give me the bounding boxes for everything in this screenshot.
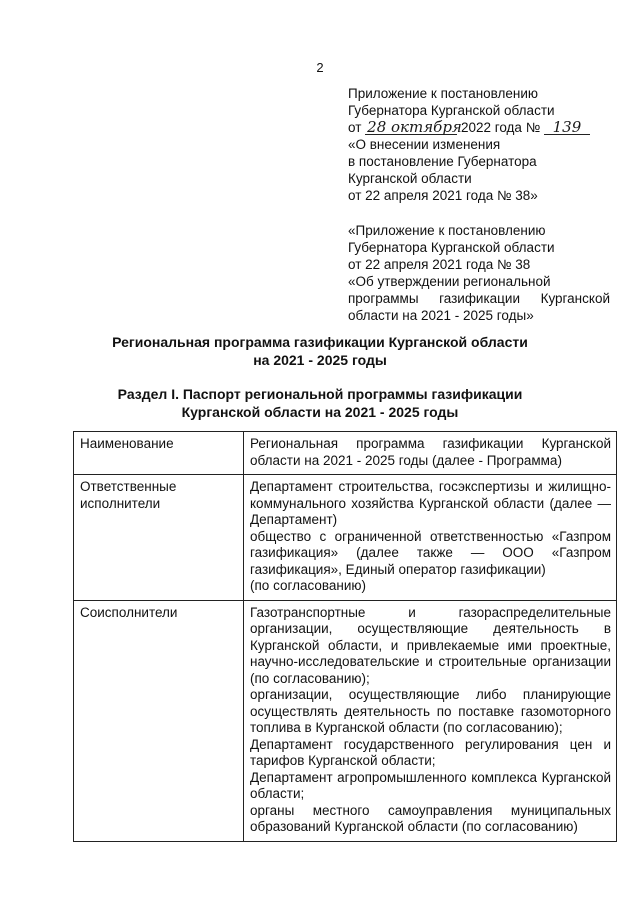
date-prefix: от [348, 120, 362, 135]
appendix-line: от 22 апреля 2021 года № 38 [348, 257, 531, 272]
appendix-line: в постановление Губернатора [348, 154, 537, 169]
section-title [0, 385, 640, 421]
content-paragraph: органы местного самоуправления муниципальных образований Курганской области (по согласованию) [250, 802, 611, 834]
section-line: Раздел I. Паспорт региональной программы газификации [117, 386, 523, 402]
content-paragraph: общество с ограниченной ответственностью «Газпром газификация» (далее также — ООО «Газпром газификация», Единый оператор газификации) [250, 528, 611, 577]
appendix-line: программы газификации Курганской [348, 291, 610, 306]
year-text: 2022 года № [460, 120, 541, 135]
appendix-line: области на 2021 - 2025 годы» [348, 308, 534, 323]
handwritten-date: 28 октября [367, 118, 462, 136]
table-row [74, 475, 617, 601]
appendix-line: Губернатора Курганской области [348, 103, 555, 118]
content-paragraph: Департамент государственного регулирования цен и тарифов Курганской области; [250, 736, 611, 768]
document-title [0, 333, 640, 369]
row-content [244, 432, 617, 475]
content-paragraph: Региональная программа газификации Курганской области на 2021 - 2025 годы (далее - Программа) [250, 436, 611, 468]
title-line: Региональная программа газификации Курганской области [112, 334, 528, 350]
table-row [74, 600, 617, 841]
page-number: 2 [316, 60, 324, 75]
handwritten-number: 139 [544, 120, 590, 135]
row-label: Наименование [74, 432, 244, 475]
content-paragraph: Газотранспортные и газораспределительные организации, осуществляющие деятельность в Курганской области, и привлекаемые ими проектные, научно-исследовательские и строительные организации (по согласованию); [250, 604, 611, 686]
appendix-line: от 22 апреля 2021 года № 38» [348, 188, 538, 203]
appendix-line: Губернатора Курганской области [348, 240, 555, 255]
appendix-line: «О внесении изменения [348, 137, 501, 152]
appendix-line: Курганской области [348, 171, 472, 186]
appendix-quote [348, 222, 610, 324]
row-content [244, 475, 617, 601]
appendix-header [348, 85, 610, 204]
section-line: Курганской области на 2021 - 2025 годы [181, 404, 459, 420]
content-paragraph: Департамент агропромышленного комплекса Курганской области; [250, 769, 611, 801]
row-label: Соисполнители [74, 600, 244, 841]
table-row [74, 432, 617, 475]
appendix-date-line [348, 119, 610, 136]
row-content [244, 600, 617, 841]
content-paragraph: организации, осуществляющие либо планирующие осуществлять деятельность по поставке газомоторного топлива в Курганской области (по согласованию); [250, 687, 611, 735]
content-paragraph: Департамент строительства, госэкспертизы и жилищно-коммунального хозяйства Курганской области (далее — Департамент) [250, 479, 611, 527]
appendix-line: «Приложение к постановлению [348, 223, 546, 238]
content-paragraph: (по согласованию) [250, 578, 367, 593]
passport-table [73, 431, 617, 842]
appendix-line: «Об утверждении региональной [348, 274, 551, 289]
row-label: Ответственные исполнители [74, 475, 244, 601]
title-line: на 2021 - 2025 годы [253, 352, 387, 368]
appendix-line: Приложение к постановлению [348, 86, 539, 101]
